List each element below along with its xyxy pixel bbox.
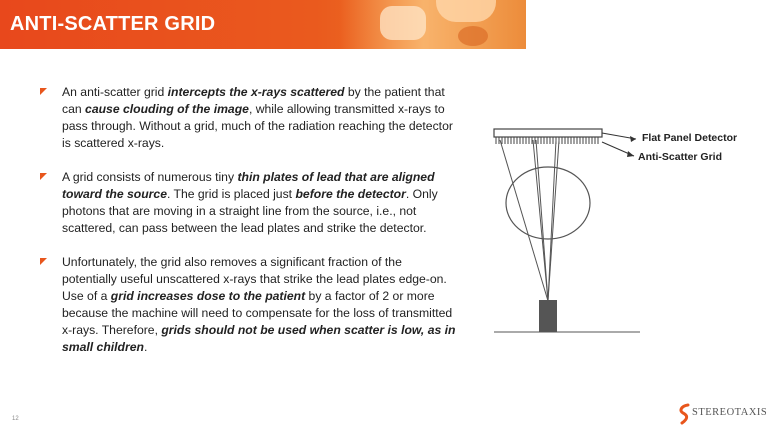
bullet-marker-icon bbox=[40, 173, 47, 180]
body-text: Unfortunately, the grid also removes a significant fraction of the potentially useful unscattered x-rays that strike the lead plates edge-on. Use of a bbox=[62, 255, 447, 303]
anti-scatter-grid-label: Anti-Scatter Grid bbox=[638, 151, 723, 163]
body-text: . The grid is placed just bbox=[166, 187, 296, 201]
emphasis-text: before the detector bbox=[295, 187, 406, 201]
bullet-item bbox=[40, 169, 460, 237]
diagram-svg bbox=[488, 118, 768, 338]
body-text: , while allowing transmitted x-rays to pass through. Without a grid, much of the radiation reaching the detector is scattered x-rays. bbox=[62, 102, 453, 150]
emphasis-text: grids should not be used when scatter is low, as in small children bbox=[62, 323, 456, 354]
body-text: . bbox=[143, 340, 148, 354]
flat-panel-detector bbox=[494, 129, 602, 137]
grid-label-arrowhead bbox=[627, 151, 634, 157]
emphasis-text: cause clouding of the image bbox=[85, 102, 249, 116]
anti-scatter-grid-diagram bbox=[488, 118, 768, 338]
stereotaxis-logo-text: STEREOTAXIS bbox=[692, 407, 768, 418]
banner-photo-shape bbox=[436, 0, 496, 22]
emphasis-text: intercepts the x-rays scattered bbox=[167, 85, 345, 99]
body-text: by a factor of 2 or more because the machine will need to compensate for the loss of transmitted x-rays. Therefore, bbox=[62, 289, 453, 337]
body-text: A grid consists of numerous tiny bbox=[62, 170, 238, 184]
emphasis-text: grid increases dose to the patient bbox=[110, 289, 306, 303]
body-text: . Only photons that are moving in a straight line from the source, i.e., not scattered, can pass between the lead plates and strike the detector. bbox=[62, 187, 438, 235]
stereotaxis-logo bbox=[678, 401, 768, 425]
body-text: An anti-scatter grid bbox=[62, 85, 168, 99]
anti-scatter-grid-plates bbox=[496, 137, 598, 144]
bullet-marker-icon bbox=[40, 258, 47, 265]
stereotaxis-logo-icon bbox=[678, 403, 692, 425]
bullet-marker-icon bbox=[40, 88, 47, 95]
slide-title: ANTI-SCATTER GRID bbox=[10, 13, 216, 35]
bullet-list bbox=[40, 84, 460, 356]
body-text: by the patient that can bbox=[62, 85, 445, 116]
x-ray-source bbox=[539, 300, 557, 332]
banner-photo-shape bbox=[458, 26, 488, 46]
bullet-item bbox=[40, 84, 460, 152]
flat-panel-detector-label: Flat Panel Detector bbox=[642, 132, 738, 144]
title-banner bbox=[0, 0, 526, 49]
detector-label-arrowhead bbox=[630, 136, 636, 142]
bullet-item bbox=[40, 254, 460, 356]
page-number: 12 bbox=[12, 416, 19, 422]
banner-photo bbox=[340, 0, 526, 49]
emphasis-text: thin plates of lead that are aligned toward the source bbox=[62, 170, 435, 201]
banner-photo-shape bbox=[380, 6, 426, 40]
